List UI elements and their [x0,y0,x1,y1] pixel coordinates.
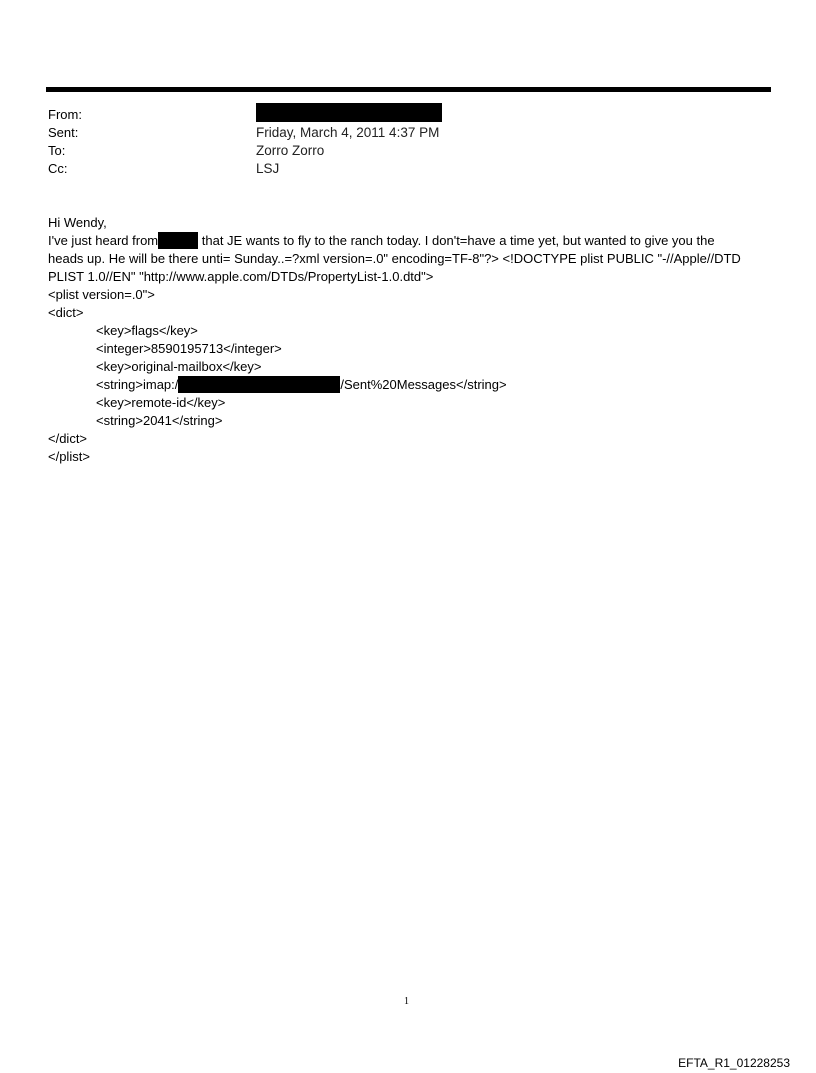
body-line-12: </dict> [48,431,88,446]
body-line-5: <dict> [48,305,84,320]
body-line-9-start: <string>imap:/ [96,377,179,392]
email-body [48,214,768,466]
body-line-4: <plist version=.0"> [48,287,155,302]
header-rule [46,87,771,92]
cc-value: LSJ [256,161,280,176]
greeting: Hi Wendy, [48,215,107,230]
body-line-13: </plist> [48,449,90,464]
redacted-name [158,232,198,249]
body-line-7: <integer>8590195713</integer> [96,341,282,356]
body-line-1 [48,232,768,250]
redacted-imap-address [178,376,340,393]
from-label: From: [48,107,82,122]
bates-number: EFTA_R1_01228253 [678,1056,790,1070]
body-line-2: heads up. He will be there unti= Sunday..=?xml version=.0" encoding=TF-8"?> <!DOCTYPE plist PUBLIC "-//Apple//DTD [48,251,741,266]
body-line-9 [48,376,768,394]
body-line-3: PLIST 1.0//EN" "http://www.apple.com/DTDs/PropertyList-1.0.dtd"> [48,269,434,284]
to-value: Zorro Zorro [256,143,325,158]
page-number: 1 [404,996,409,1007]
body-line-6: <key>flags</key> [96,323,198,338]
body-line-9-end: /Sent%20Messages</string> [340,377,507,392]
redacted-from [256,103,442,122]
body-line-1-end: that JE wants to fly to the ranch today. I don't=have a time yet, but wanted to give you the [198,233,715,248]
to-label: To: [48,143,66,158]
body-line-10: <key>remote-id</key> [96,395,226,410]
body-line-8: <key>original-mailbox</key> [96,359,262,374]
sent-label: Sent: [48,125,79,140]
body-line-1-start: I've just heard from [48,233,159,248]
sent-value: Friday, March 4, 2011 4:37 PM [256,125,440,140]
cc-label: Cc: [48,161,68,176]
body-line-11: <string>2041</string> [96,413,223,428]
